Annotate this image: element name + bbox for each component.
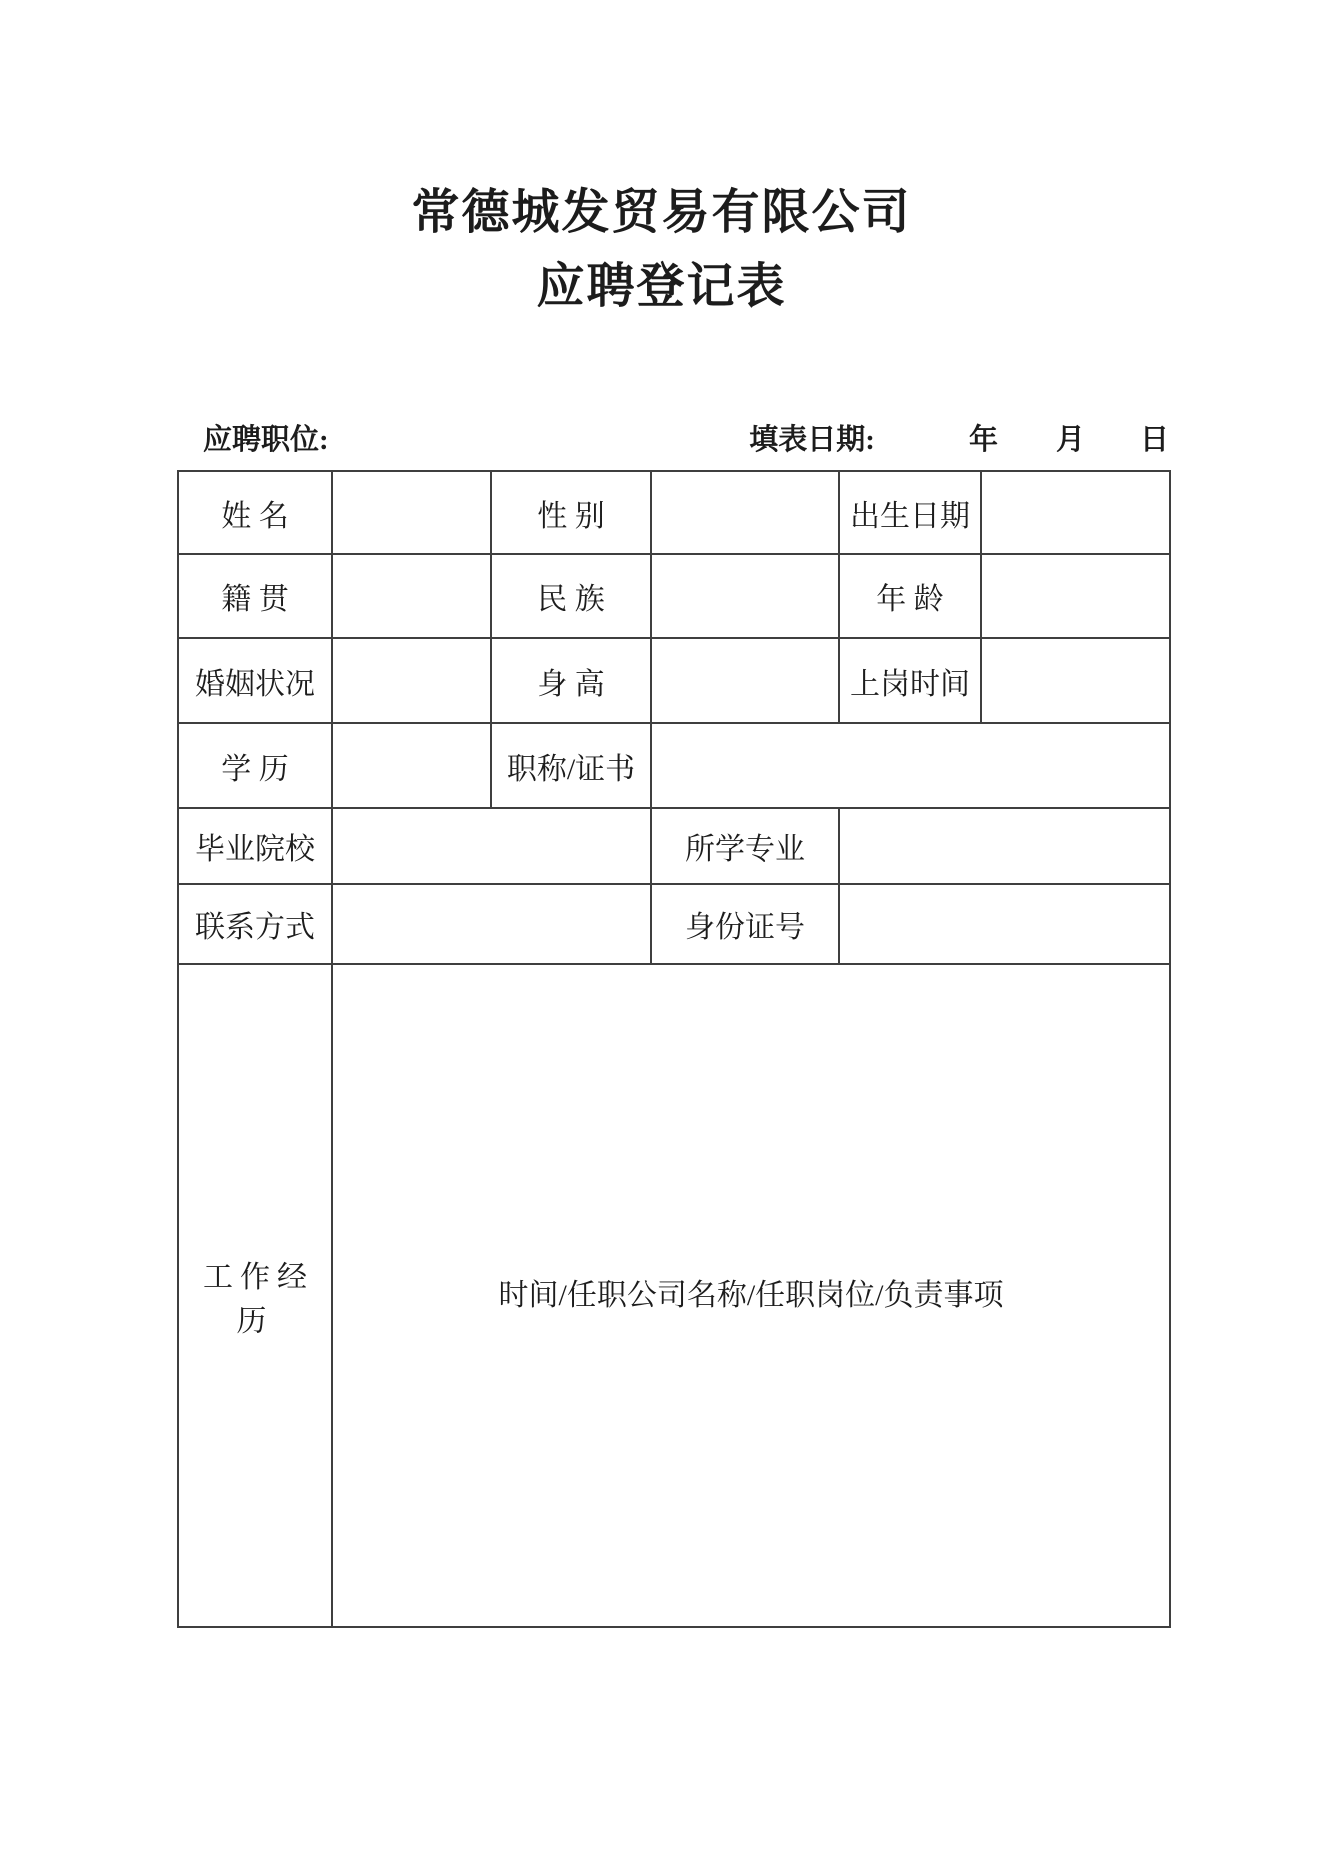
fill-date-group: [749, 422, 1169, 458]
name-label: 姓 名: [178, 471, 332, 554]
height-field[interactable]: [651, 638, 839, 723]
age-label: 年 龄: [839, 554, 981, 638]
work-experience-label: 工作经历: [178, 964, 332, 1627]
age-field[interactable]: [981, 554, 1170, 638]
position-label: 应聘职位:: [203, 424, 329, 456]
title-cert-label: 职称/证书: [491, 723, 651, 808]
native-place-label: 籍 贯: [178, 554, 332, 638]
day-unit-label: 日: [1139, 424, 1169, 456]
birth-date-label: 出生日期: [839, 471, 981, 554]
work-experience-columns-header: 时间/任职公司名称/任职岗位/负责事项: [498, 1278, 1004, 1312]
graduate-school-label: 毕业院校: [178, 808, 332, 884]
graduate-school-field[interactable]: [332, 808, 651, 884]
gender-field[interactable]: [651, 471, 839, 554]
id-number-field[interactable]: [839, 884, 1170, 964]
meta-row: [177, 422, 1169, 458]
title-cert-field[interactable]: [651, 723, 1170, 808]
ethnicity-label: 民 族: [491, 554, 651, 638]
native-place-field[interactable]: [332, 554, 491, 638]
gender-label: 性 别: [491, 471, 651, 554]
fill-date-label: 填表日期:: [749, 424, 875, 456]
contact-field[interactable]: [332, 884, 651, 964]
application-form-table: [177, 470, 1171, 1628]
ethnicity-field[interactable]: [651, 554, 839, 638]
marital-status-field[interactable]: [332, 638, 491, 723]
table-row: [178, 884, 1170, 964]
month-unit-label: 月: [1055, 424, 1085, 456]
marital-status-label: 婚姻状况: [178, 638, 332, 723]
year-unit-label: 年: [968, 424, 998, 456]
education-label: 学 历: [178, 723, 332, 808]
education-field[interactable]: [332, 723, 491, 808]
contact-label: 联系方式: [178, 884, 332, 964]
birth-date-field[interactable]: [981, 471, 1170, 554]
major-field[interactable]: [839, 808, 1170, 884]
height-label: 身 高: [491, 638, 651, 723]
table-row: [178, 808, 1170, 884]
form-title: 应聘登记表: [536, 260, 787, 313]
table-row: [178, 554, 1170, 638]
start-time-field[interactable]: [981, 638, 1170, 723]
start-time-label: 上岗时间: [839, 638, 981, 723]
table-row: [178, 471, 1170, 554]
table-row: [178, 723, 1170, 808]
major-label: 所学专业: [651, 808, 839, 884]
name-field[interactable]: [332, 471, 491, 554]
id-number-label: 身份证号: [651, 884, 839, 964]
work-experience-field[interactable]: [332, 964, 1170, 1627]
table-row: [178, 638, 1170, 723]
company-name-title: 常德城发贸易有限公司: [411, 186, 912, 239]
table-row: [178, 964, 1170, 1627]
